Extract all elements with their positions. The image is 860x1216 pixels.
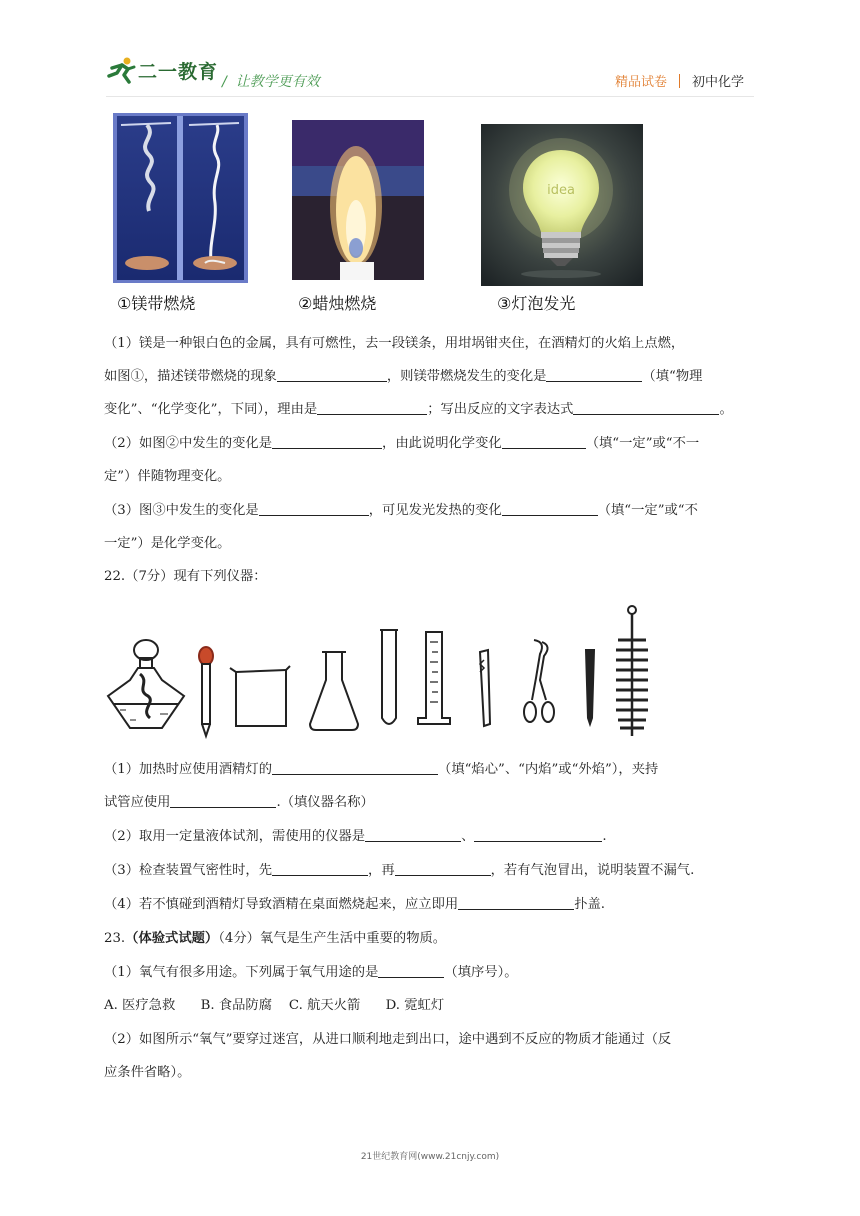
answer-blank[interactable]: [502, 434, 586, 449]
candle-burning-photo: [292, 120, 424, 280]
q22-part3: （3）检查装置气密性时，先 ，再 ，若有气泡冒出，说明装置不漏气.: [104, 863, 695, 878]
q22-part2: （2）取用一定量液体试剂，需使用的仪器是 、 .: [104, 829, 607, 844]
q22-part1-line2: 试管应使用 .（填仪器名称）: [104, 795, 374, 810]
test-tube-brush-icon: [616, 606, 648, 736]
answer-blank[interactable]: [395, 861, 491, 876]
q23-options: A. 医疗急救 B. 食品防腐 C. 航天火箭 D. 霓虹灯: [104, 998, 445, 1013]
q21-part2-line2: 定”）伴随物理变化。: [104, 469, 231, 484]
slogan: / 让教学更有效: [222, 74, 320, 90]
answer-blank[interactable]: [259, 501, 369, 516]
answer-blank[interactable]: [546, 367, 642, 382]
answer-blank[interactable]: [365, 827, 461, 842]
q23-part2-line2: 应条件省略）。: [104, 1065, 191, 1080]
answer-blank[interactable]: [502, 501, 598, 516]
caption-bulb: ③灯泡发光: [497, 294, 576, 313]
runner-logo-icon: [106, 56, 136, 84]
q22-title: 22.（7分）现有下列仪器：: [104, 569, 267, 584]
q23-title: 23.（体验式试题）（4分）氧气是生产生活中重要的物质。: [104, 931, 447, 946]
answer-blank[interactable]: [272, 760, 438, 775]
logo-text: 二一教育: [138, 60, 219, 83]
q23-part2-line1: （2）如图所示“氧气”要穿过迷宫，从进口顺利地走到出口，途中遇到不反应的物质才能通过（反: [104, 1032, 672, 1047]
tweezers-icon: [586, 650, 594, 724]
answer-blank[interactable]: [317, 400, 427, 415]
light-bulb-photo: [481, 124, 643, 286]
caption-candle: ②蜡烛燃烧: [298, 294, 377, 313]
premium-label: 精品试卷: [614, 75, 667, 90]
q21-part3-line2: 一定”）是化学变化。: [104, 536, 231, 551]
alcohol-lamp-icon: [108, 640, 184, 728]
answer-blank[interactable]: [272, 434, 382, 449]
answer-blank[interactable]: [272, 861, 368, 876]
answer-blank[interactable]: [573, 400, 719, 415]
magnesium-burning-photo: [113, 113, 248, 283]
q21-part3-line1: （3）图③中发生的变化是 ，可见发光发热的变化 （填“一定”或“不: [104, 503, 698, 518]
q21-part1-line2: 如图①，描述镁带燃烧的现象 ，则镁带燃烧发生的变化是 （填“物理: [104, 369, 703, 384]
caption-magnesium: ①镁带燃烧: [117, 294, 196, 313]
test-tube-holder-icon: [480, 650, 490, 726]
q21-part2-line1: （2）如图②中发生的变化是 ，由此说明化学变化 （填“一定”或“不一: [104, 436, 700, 451]
q21-part1-line1: （1）镁是一种银白色的金属，具有可燃性，去一段镁条，用坩埚钳夹住，在酒精灯的火焰上点燃，: [104, 336, 685, 351]
graduated-cylinder-icon: [418, 632, 450, 724]
q23-part1: （1）氧气有很多用途。下列属于氧气用途的是 （填序号）。: [104, 965, 518, 980]
answer-blank[interactable]: [474, 827, 602, 842]
answer-blank[interactable]: [378, 963, 444, 978]
lab-instruments-illustration: [100, 600, 670, 740]
logo: [106, 56, 218, 84]
answer-blank[interactable]: [458, 895, 574, 910]
header-divider: [679, 74, 680, 88]
test-tube-icon: [380, 630, 398, 724]
bulb-text: idea: [547, 183, 575, 198]
page-header: [0, 0, 860, 100]
conical-flask-icon: [310, 652, 358, 730]
subject-label: 初中化学: [691, 75, 744, 90]
answer-blank[interactable]: [170, 793, 276, 808]
header-rule: [106, 96, 754, 97]
answer-blank[interactable]: [277, 367, 387, 382]
header-tags: [615, 71, 744, 90]
dropper-icon: [199, 647, 213, 736]
crucible-tongs-icon: [524, 640, 554, 722]
beaker-icon: [230, 666, 290, 726]
q22-part4: （4）若不慎碰到酒精灯导致酒精在桌面燃烧起来，应立即用 扑盖.: [104, 897, 606, 912]
q21-part1-line3: 变化”、“化学变化”，下同），理由是 ；写出反应的文字表达式 。: [104, 402, 733, 417]
q22-part1-line1: （1）加热时应使用酒精灯的 （填“焰心”、“内焰”或“外焰”），夹持: [104, 762, 659, 777]
page-footer: 21世纪教育网(www.21cnjy.com): [360, 1152, 500, 1162]
